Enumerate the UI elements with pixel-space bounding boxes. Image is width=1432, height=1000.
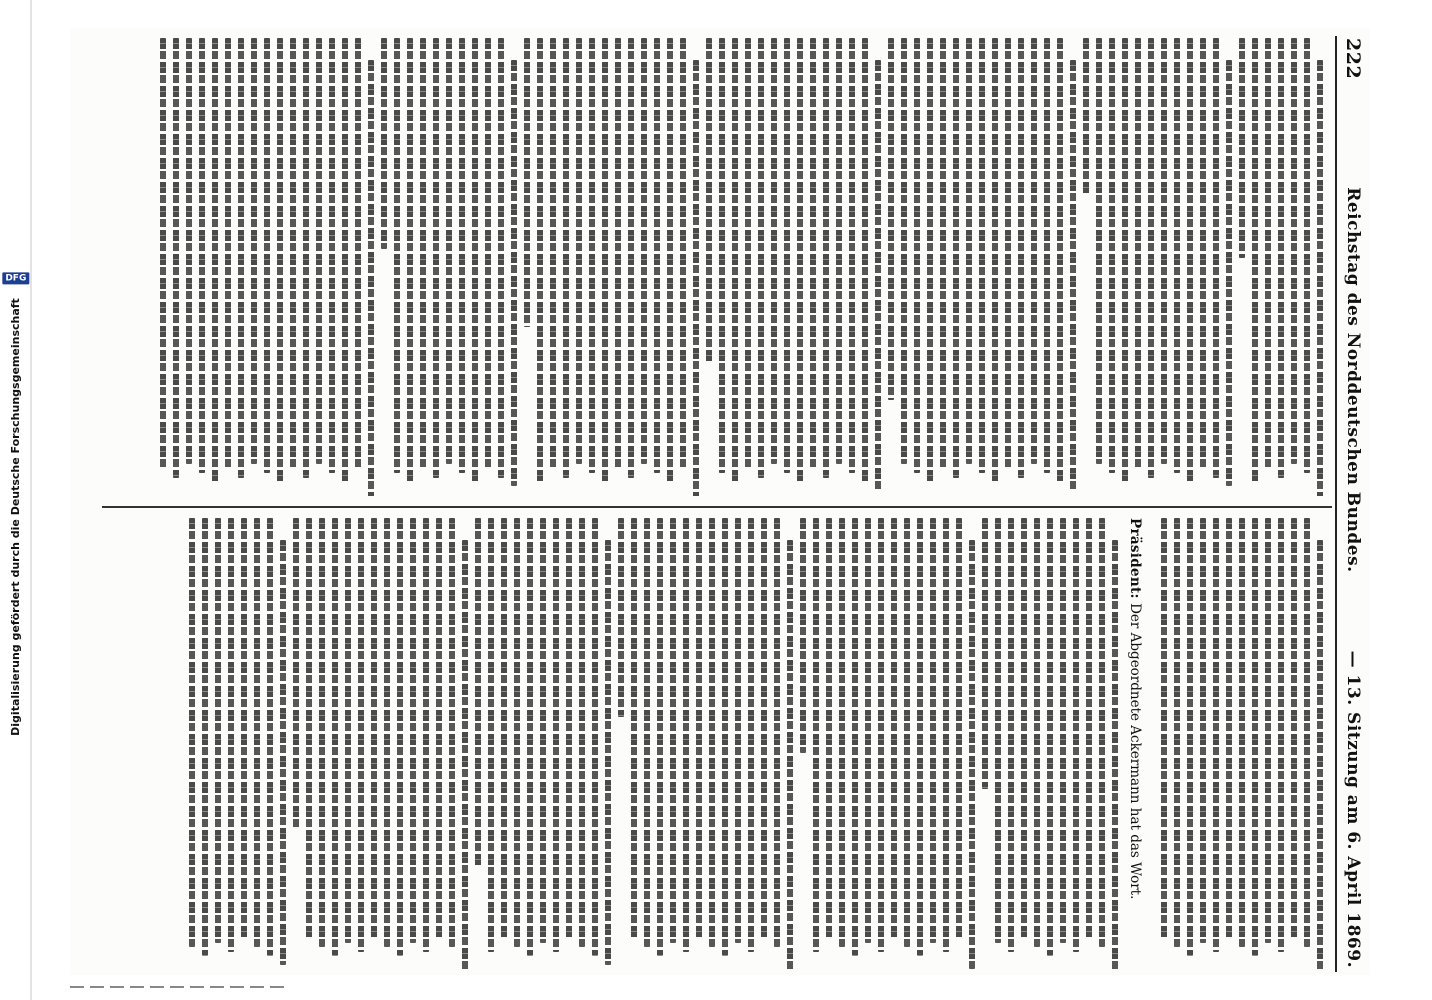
text-line (680, 38, 686, 469)
text-line (173, 38, 179, 478)
text-line (836, 38, 842, 464)
text-line (384, 518, 390, 947)
text-line (228, 518, 234, 952)
text-line (1031, 38, 1037, 464)
text-line (553, 518, 559, 952)
text-line (722, 518, 728, 956)
text-line (589, 38, 595, 473)
text-line (212, 38, 218, 482)
text-line (719, 38, 725, 473)
text-line (293, 518, 299, 830)
text-line (914, 38, 920, 473)
text-line (1073, 518, 1079, 952)
text-line (654, 38, 660, 473)
text-line (423, 518, 429, 952)
text-line (1304, 518, 1310, 947)
text-line (501, 518, 507, 938)
text-line (537, 38, 543, 482)
text-line (436, 518, 442, 938)
right-column-text-bottom (189, 518, 1118, 970)
text-line (238, 38, 244, 478)
text-line (199, 38, 205, 473)
digitization-note-text: Digitalisierung gefördert durch die Deutsche Forschungsgemeinschaft (8, 297, 22, 736)
text-line (160, 38, 166, 469)
text-line (446, 38, 452, 464)
text-line (823, 38, 829, 478)
text-line (693, 60, 699, 496)
text-line (758, 38, 764, 478)
text-line (1070, 60, 1076, 491)
text-line (485, 38, 491, 469)
column-divider (102, 506, 1332, 508)
text-line (189, 518, 195, 947)
text-line (254, 518, 260, 947)
left-column (105, 38, 1330, 496)
text-line (433, 38, 439, 478)
text-line (277, 38, 283, 482)
text-line (787, 540, 793, 970)
text-line (527, 518, 533, 956)
text-line (1239, 38, 1245, 258)
text-line (280, 540, 286, 965)
text-line (774, 518, 780, 947)
text-line (953, 38, 959, 478)
text-line (797, 38, 803, 482)
text-line (1278, 518, 1284, 952)
text-line (1187, 518, 1193, 956)
text-line (956, 518, 962, 938)
text-line (319, 518, 325, 947)
text-line (800, 518, 806, 753)
text-line (1161, 38, 1167, 464)
speaker-text: Der Abgeordnete Ackermann hat das Wort. (1127, 598, 1143, 900)
digitization-note (0, 0, 30, 1000)
scan-border (30, 0, 32, 1000)
text-line (1021, 518, 1027, 938)
text-line (982, 518, 988, 789)
text-line (1086, 518, 1092, 938)
text-line (706, 38, 712, 363)
text-line (1187, 38, 1193, 482)
text-line (1008, 518, 1014, 952)
text-line (641, 38, 647, 464)
text-line (1213, 38, 1219, 478)
page-number: 222 (1342, 38, 1364, 80)
text-line (202, 518, 208, 956)
text-line (1047, 518, 1053, 956)
text-line (264, 38, 270, 473)
text-line (839, 518, 845, 947)
text-line (615, 38, 621, 469)
text-line (407, 38, 413, 482)
text-line (488, 518, 494, 952)
text-line (540, 518, 546, 943)
text-line (631, 518, 637, 938)
text-line (605, 540, 611, 965)
text-line (992, 38, 998, 482)
text-line (1112, 540, 1118, 970)
text-line (345, 518, 351, 943)
text-line (472, 38, 478, 482)
text-line (566, 518, 572, 938)
text-line (420, 38, 426, 469)
text-line (524, 38, 530, 327)
text-line (241, 518, 247, 938)
text-line (462, 540, 468, 970)
text-line (683, 518, 689, 952)
scan-edge-mark (70, 986, 290, 988)
text-line (358, 518, 364, 952)
text-line (891, 518, 897, 938)
text-line (995, 518, 1001, 943)
text-line (813, 518, 819, 952)
text-line (862, 38, 868, 482)
text-line (875, 60, 881, 491)
text-line (316, 38, 322, 464)
text-line (1044, 38, 1050, 473)
text-line (251, 38, 257, 464)
text-line (1291, 518, 1297, 938)
text-line (940, 38, 946, 469)
text-line (1291, 38, 1297, 464)
text-line (1060, 518, 1066, 943)
text-line (368, 60, 374, 496)
text-line (618, 518, 624, 717)
text-line (397, 518, 403, 956)
text-line (355, 38, 361, 469)
text-line (696, 518, 702, 938)
text-line (930, 518, 936, 943)
text-line (943, 518, 949, 952)
text-line (186, 38, 192, 464)
text-line (969, 540, 975, 969)
text-line (342, 38, 348, 482)
text-line (1226, 518, 1232, 938)
text-line (888, 38, 894, 400)
text-line (878, 518, 884, 952)
running-head (1340, 38, 1366, 968)
text-line (563, 38, 569, 478)
scanned-page (70, 28, 1370, 988)
running-head-session: — 13. Sitzung am 6. April 1869. (1343, 650, 1363, 968)
running-head-title: Reichstag des Norddeutschen Bundes. (1343, 187, 1363, 573)
text-line (290, 38, 296, 469)
text-line (498, 38, 504, 478)
text-line (852, 518, 858, 956)
text-line (667, 38, 673, 482)
text-line (1213, 518, 1219, 952)
dfg-logo: DFG (1, 272, 28, 284)
right-column-text-top (1161, 518, 1323, 970)
text-line (306, 518, 312, 938)
text-line (748, 518, 754, 952)
text-line (657, 518, 663, 956)
text-line (917, 518, 923, 956)
text-line (1174, 518, 1180, 947)
text-line (732, 38, 738, 482)
text-line (966, 38, 972, 464)
text-line (1265, 38, 1271, 469)
text-line (670, 518, 676, 943)
text-line (332, 518, 338, 956)
text-line (1226, 60, 1232, 486)
text-line (904, 518, 910, 947)
head-rule (1335, 36, 1337, 972)
text-line (826, 518, 832, 938)
text-line (865, 518, 871, 943)
text-line (709, 518, 715, 947)
text-line (329, 38, 335, 473)
text-line (475, 518, 481, 866)
text-line (1148, 38, 1154, 478)
text-line (1109, 38, 1115, 473)
text-line (1005, 38, 1011, 469)
text-line (592, 518, 598, 956)
text-line (1252, 38, 1258, 482)
text-line (628, 38, 634, 478)
text-line (901, 38, 907, 464)
text-line (735, 518, 741, 943)
text-line (550, 38, 556, 469)
text-line (1161, 518, 1167, 938)
text-line (1057, 38, 1063, 482)
text-line (514, 518, 520, 947)
text-line (1265, 518, 1271, 943)
text-line (1317, 540, 1323, 970)
speaker-line (1125, 518, 1145, 970)
text-line (371, 518, 377, 938)
text-line (267, 518, 273, 956)
text-line (1317, 60, 1323, 496)
text-line (1099, 518, 1105, 947)
text-line (576, 38, 582, 464)
text-line (810, 38, 816, 469)
text-line (303, 38, 309, 478)
text-line (761, 518, 767, 938)
text-line (1239, 518, 1245, 947)
text-line (1200, 518, 1206, 943)
speaker-label: Präsident: (1127, 518, 1143, 599)
text-line (449, 518, 455, 947)
text-line (225, 38, 231, 469)
text-line (849, 38, 855, 473)
text-line (1252, 518, 1258, 956)
text-line (1096, 38, 1102, 464)
text-line (1122, 38, 1128, 482)
text-line (784, 38, 790, 473)
text-line (1135, 38, 1141, 469)
text-line (602, 38, 608, 482)
text-line (1034, 518, 1040, 947)
text-line (745, 38, 751, 469)
text-line (579, 518, 585, 947)
text-line (394, 38, 400, 473)
text-line (979, 38, 985, 473)
text-line (1083, 38, 1089, 194)
text-line (381, 38, 387, 249)
text-line (1174, 38, 1180, 473)
text-line (1200, 38, 1206, 469)
text-line (1018, 38, 1024, 478)
text-line (215, 518, 221, 943)
right-column (105, 518, 1330, 970)
text-line (1304, 38, 1310, 473)
text-line (644, 518, 650, 947)
text-line (771, 38, 777, 464)
text-line (927, 38, 933, 482)
text-line (1278, 38, 1284, 478)
text-line (511, 60, 517, 486)
text-line (459, 38, 465, 473)
text-line (410, 518, 416, 943)
left-column-text (160, 38, 1323, 496)
